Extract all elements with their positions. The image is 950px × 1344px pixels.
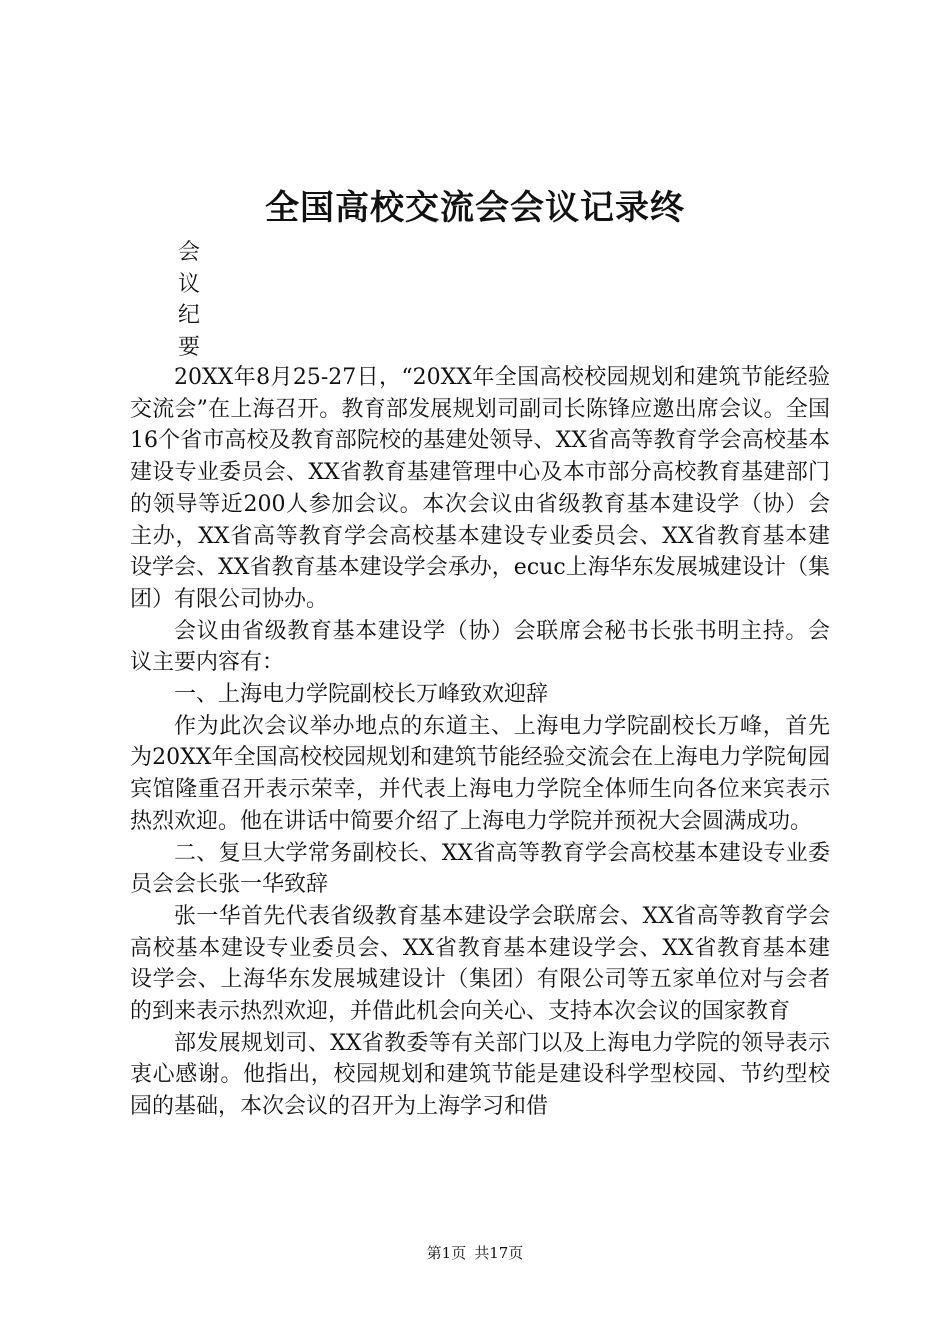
section-heading-vertical xyxy=(178,237,208,363)
paragraph-speech-continued: 部发展规划司、XX省教委等有关部门以及上海电力学院的领导表示衷心感谢。他指出，校园规划和建筑节能是建设科学型校园、节约型校园的基础，本次会议的召开为上海学习和借 xyxy=(130,1030,830,1120)
paragraph-welcome: 作为此次会议举办地点的东道主、上海电力学院副校长万峰，首先为20XX年全国高校校园规划和建筑节能经验交流会在上海电力学院甸园宾馆隆重召开表示荣幸，并代表上海电力学院全体师生向各位来宾表示热烈欢迎。他在讲话中简要介绍了上海电力学院并预祝大会圆满成功。 xyxy=(130,713,830,834)
document-body xyxy=(130,362,830,1123)
page-number: 第1页 xyxy=(426,1244,467,1262)
section-heading-1: 一、上海电力学院副校长万峰致欢迎辞 xyxy=(174,682,549,708)
document-title: 全国高校交流会会议记录终 xyxy=(265,188,685,228)
page-count: 共17页 xyxy=(474,1244,524,1262)
paragraph-intro: 20XX年8月25-27日，“20XX年全国高校校园规划和建筑节能经验交流会”在上海召开。教育部发展规划司副司长陈锋应邀出席会议。全国16个省市高校及教育部院校的基建处领导、XX省高等教育学会高校基本建设专业委员会、XX省教育基建管理中心及本市部分高校教育基建部门的领导等近200人参加会议。本次会议由省级教育基本建设学（协）会主办，XX省高等教育学会高校基本建设专业委员会、XX省教育基本建设学会、XX省教育基本建设学会承办，ecuc上海华东发展城建设计（集团）有限公司协办。 xyxy=(130,365,830,612)
heading-char: 要 xyxy=(178,334,201,360)
paragraph-speech: 张一华首先代表省级教育基本建设学会联席会、XX省高等教育学会高校基本建设专业委员会、XX省教育基本建设学会、XX省教育基本建设学会、上海华东发展城建设计（集团）有限公司等五家单位对与会者的到来表示热烈欢迎，并借此机会向关心、支持本次会议的国家教育 xyxy=(130,903,830,1025)
heading-char: 会 xyxy=(178,240,201,265)
heading-char: 议 xyxy=(178,271,201,297)
section-heading-2: 二、复旦大学常务副校长、XX省高等教育学会高校基本建设专业委员会会长张一华致辞 xyxy=(130,840,830,898)
paragraph-host: 会议由省级教育基本建设学（协）会联席会秘书长张书明主持。会议主要内容有： xyxy=(130,618,830,676)
heading-char: 纪 xyxy=(178,303,201,328)
page-footer xyxy=(0,1243,950,1263)
